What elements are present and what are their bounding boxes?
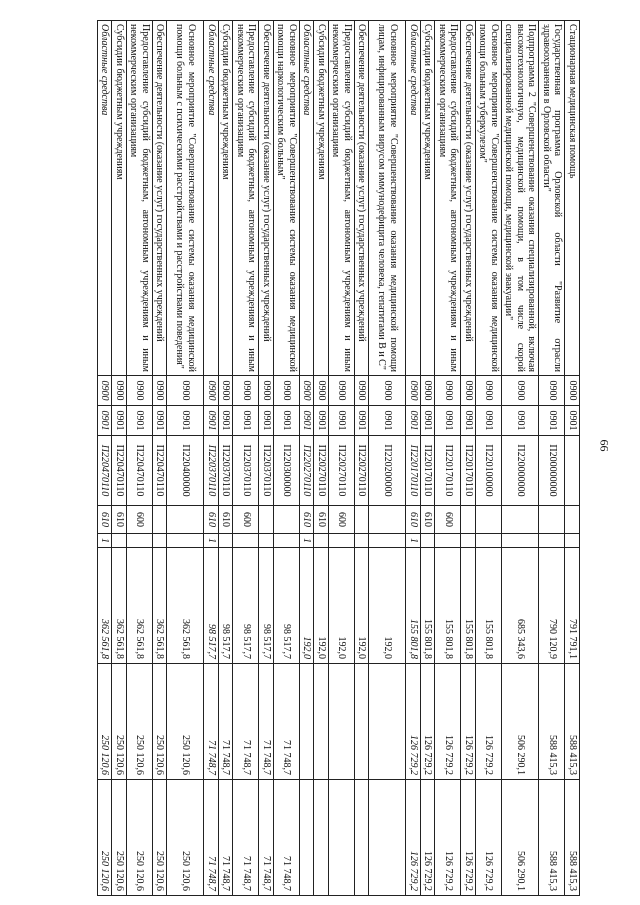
table-row bbox=[539, 21, 565, 896]
row-name-cell: Субсидии бюджетным учреждениям bbox=[314, 21, 329, 376]
table-row bbox=[369, 21, 406, 896]
target-article-cell: П220170110 bbox=[435, 436, 461, 506]
section-code-cell: 0901 bbox=[219, 406, 234, 436]
target-article-cell bbox=[565, 436, 580, 506]
target-article-cell: П220270110 bbox=[355, 436, 370, 506]
amount-year3-cell: 71 748,7 bbox=[259, 780, 274, 896]
expense-type-cell bbox=[167, 506, 204, 534]
note-cell bbox=[565, 534, 580, 548]
note-cell bbox=[502, 534, 540, 548]
note-cell bbox=[421, 534, 436, 548]
amount-year3-cell: 71 748,7 bbox=[219, 780, 234, 896]
amount-year3-cell: 250 120,6 bbox=[127, 780, 153, 896]
target-article-cell: П220100000 bbox=[476, 436, 502, 506]
amount-year3-cell: 126 729,2 bbox=[476, 780, 502, 896]
table-row bbox=[219, 21, 234, 896]
table-body bbox=[98, 21, 580, 896]
section-code-cell: 0901 bbox=[274, 406, 300, 436]
amount-year1-cell: 192,0 bbox=[314, 548, 329, 664]
row-name-cell: Субсидии бюджетным учреждениям bbox=[112, 21, 127, 376]
target-article-cell: П220000000 bbox=[502, 436, 540, 506]
amount-year2-cell: 250 120,6 bbox=[167, 664, 204, 780]
amount-year2-cell: 506 290,1 bbox=[502, 664, 540, 780]
amount-year1-cell: 155 801,8 bbox=[406, 548, 421, 664]
amount-year3-cell: 71 748,7 bbox=[233, 780, 259, 896]
ved-code-cell: 0900 bbox=[565, 376, 580, 406]
target-article-cell: П220470110 bbox=[127, 436, 153, 506]
target-article-cell: П220270110 bbox=[300, 436, 315, 506]
expense-type-cell: 610 bbox=[204, 506, 219, 534]
expense-type-cell: 610 bbox=[112, 506, 127, 534]
amount-year2-cell: 71 748,7 bbox=[219, 664, 234, 780]
ved-code-cell: 0900 bbox=[153, 376, 168, 406]
expense-type-cell bbox=[461, 506, 476, 534]
note-cell bbox=[259, 534, 274, 548]
note-cell bbox=[167, 534, 204, 548]
expense-type-cell: 600 bbox=[329, 506, 355, 534]
row-name-cell: Стационарная медицинская помощь bbox=[565, 21, 580, 376]
amount-year1-cell: 362 561,8 bbox=[167, 548, 204, 664]
amount-year1-cell: 98 517,7 bbox=[219, 548, 234, 664]
section-code-cell: 0901 bbox=[421, 406, 436, 436]
amount-year3-cell: 126 729,2 bbox=[461, 780, 476, 896]
section-code-cell: 0901 bbox=[565, 406, 580, 436]
amount-year2-cell: 71 748,7 bbox=[259, 664, 274, 780]
amount-year3-cell: 250 120,6 bbox=[167, 780, 204, 896]
expense-type-cell bbox=[565, 506, 580, 534]
amount-year3-cell bbox=[355, 780, 370, 896]
target-article-cell: П220200000 bbox=[369, 436, 406, 506]
note-cell bbox=[153, 534, 168, 548]
amount-year2-cell: 250 120,6 bbox=[112, 664, 127, 780]
amount-year1-cell: 362 561,8 bbox=[127, 548, 153, 664]
target-article-cell: П220370110 bbox=[259, 436, 274, 506]
expense-type-cell: 610 bbox=[421, 506, 436, 534]
target-article-cell: П220370110 bbox=[219, 436, 234, 506]
amount-year2-cell: 588 415,3 bbox=[539, 664, 565, 780]
section-code-cell: 0901 bbox=[233, 406, 259, 436]
section-code-cell: 0901 bbox=[167, 406, 204, 436]
section-code-cell: 0901 bbox=[259, 406, 274, 436]
amount-year2-cell: 588 415,3 bbox=[565, 664, 580, 780]
amount-year2-cell: 126 729,2 bbox=[476, 664, 502, 780]
note-cell bbox=[127, 534, 153, 548]
row-name-cell: Областные средства bbox=[300, 21, 315, 376]
section-code-cell: 0901 bbox=[314, 406, 329, 436]
amount-year3-cell bbox=[369, 780, 406, 896]
row-name-cell: Предоставление субсидий бюджетным, автономным учреждениям и иным некоммерческим организациям bbox=[329, 21, 355, 376]
table-row bbox=[435, 21, 461, 896]
expense-type-cell bbox=[274, 506, 300, 534]
amount-year2-cell: 126 729,2 bbox=[435, 664, 461, 780]
note-cell bbox=[435, 534, 461, 548]
amount-year3-cell bbox=[300, 780, 315, 896]
ved-code-cell: 0900 bbox=[314, 376, 329, 406]
amount-year2-cell bbox=[314, 664, 329, 780]
row-name-cell: Областные средства bbox=[204, 21, 219, 376]
ved-code-cell: 0900 bbox=[233, 376, 259, 406]
ved-code-cell: 0900 bbox=[219, 376, 234, 406]
target-article-cell: П200000000 bbox=[539, 436, 565, 506]
row-name-cell: Обеспечение деятельности (оказание услуг) государственных учреждений bbox=[461, 21, 476, 376]
amount-year1-cell: 192,0 bbox=[329, 548, 355, 664]
ved-code-cell: 0900 bbox=[355, 376, 370, 406]
amount-year1-cell: 98 517,7 bbox=[274, 548, 300, 664]
amount-year2-cell bbox=[369, 664, 406, 780]
target-article-cell: П220300000 bbox=[274, 436, 300, 506]
expense-type-cell: 600 bbox=[233, 506, 259, 534]
target-article-cell: П220470110 bbox=[98, 436, 113, 506]
note-cell bbox=[314, 534, 329, 548]
target-article-cell: П220170110 bbox=[406, 436, 421, 506]
budget-table-wrapper bbox=[75, 20, 580, 895]
note-cell bbox=[329, 534, 355, 548]
row-name-cell: Основное мероприятие "Совершенствование оказания медицинской помощи лицам, инфицированным вирусом иммунодефицита человека, гепатитами В и С" bbox=[369, 21, 406, 376]
amount-year3-cell: 250 120,6 bbox=[153, 780, 168, 896]
table-row bbox=[461, 21, 476, 896]
amount-year1-cell: 791 791,1 bbox=[565, 548, 580, 664]
amount-year2-cell: 71 748,7 bbox=[233, 664, 259, 780]
amount-year1-cell: 362 561,8 bbox=[112, 548, 127, 664]
amount-year1-cell: 155 801,8 bbox=[435, 548, 461, 664]
target-article-cell: П220270110 bbox=[314, 436, 329, 506]
ved-code-cell: 0900 bbox=[127, 376, 153, 406]
note-cell: 1 bbox=[98, 534, 113, 548]
ved-code-cell: 0900 bbox=[112, 376, 127, 406]
ved-code-cell: 0900 bbox=[204, 376, 219, 406]
ved-code-cell: 0900 bbox=[461, 376, 476, 406]
section-code-cell: 0901 bbox=[539, 406, 565, 436]
expense-type-cell: 610 bbox=[406, 506, 421, 534]
ved-code-cell: 0900 bbox=[369, 376, 406, 406]
target-article-cell: П220370110 bbox=[233, 436, 259, 506]
note-cell bbox=[233, 534, 259, 548]
row-name-cell: Государственная программа Орловской области "Развитие отрасли здравоохранения в Орловской области" bbox=[539, 21, 565, 376]
section-code-cell: 0901 bbox=[98, 406, 113, 436]
row-name-cell: Основное мероприятие "Совершенствование системы оказания медицинской помощи больным туберкулезом" bbox=[476, 21, 502, 376]
expense-type-cell bbox=[476, 506, 502, 534]
row-name-cell: Предоставление субсидий бюджетным, автономным учреждениям и иным некоммерческим организациям bbox=[233, 21, 259, 376]
target-article-cell: П220470110 bbox=[153, 436, 168, 506]
section-code-cell: 0901 bbox=[502, 406, 540, 436]
amount-year1-cell: 98 517,7 bbox=[233, 548, 259, 664]
page-content bbox=[75, 20, 580, 895]
amount-year3-cell bbox=[314, 780, 329, 896]
note-cell: 1 bbox=[204, 534, 219, 548]
table-row bbox=[476, 21, 502, 896]
ved-code-cell: 0900 bbox=[98, 376, 113, 406]
section-code-cell: 0901 bbox=[329, 406, 355, 436]
amount-year3-cell: 71 748,7 bbox=[274, 780, 300, 896]
amount-year1-cell: 192,0 bbox=[369, 548, 406, 664]
page-number: 66 bbox=[597, 439, 612, 452]
row-name-cell: Подпрограмма 2 "Совершенствование оказания специализированной, включая высокотехнологичную, медицинской помощи, в том числе скорой специализированной медицинской помощи, медицинской эвакуации" bbox=[502, 21, 540, 376]
amount-year3-cell: 250 120,6 bbox=[112, 780, 127, 896]
ved-code-cell: 0900 bbox=[502, 376, 540, 406]
table-row bbox=[421, 21, 436, 896]
ved-code-cell: 0900 bbox=[539, 376, 565, 406]
amount-year1-cell: 155 801,8 bbox=[461, 548, 476, 664]
ved-code-cell: 0900 bbox=[329, 376, 355, 406]
note-cell bbox=[112, 534, 127, 548]
amount-year2-cell: 71 748,7 bbox=[274, 664, 300, 780]
expense-type-cell: 610 bbox=[219, 506, 234, 534]
amount-year2-cell: 250 120,6 bbox=[127, 664, 153, 780]
table-row bbox=[127, 21, 153, 896]
table-row bbox=[233, 21, 259, 896]
amount-year1-cell: 685 343,6 bbox=[502, 548, 540, 664]
section-code-cell: 0901 bbox=[127, 406, 153, 436]
table-row bbox=[565, 21, 580, 896]
ved-code-cell: 0900 bbox=[476, 376, 502, 406]
table-row bbox=[355, 21, 370, 896]
table-row bbox=[502, 21, 540, 896]
amount-year1-cell: 155 801,8 bbox=[421, 548, 436, 664]
amount-year2-cell bbox=[300, 664, 315, 780]
row-name-cell: Обеспечение деятельности (оказание услуг) государственных учреждений bbox=[355, 21, 370, 376]
table-row bbox=[98, 21, 113, 896]
section-code-cell: 0901 bbox=[355, 406, 370, 436]
section-code-cell: 0901 bbox=[461, 406, 476, 436]
note-cell bbox=[219, 534, 234, 548]
row-name-cell: Областные средства bbox=[98, 21, 113, 376]
row-name-cell: Основное мероприятие "Совершенствование системы оказания медицинской помощи больным с психическими расстройствами и расстройствами поведения" bbox=[167, 21, 204, 376]
note-cell bbox=[274, 534, 300, 548]
expense-type-cell: 600 bbox=[127, 506, 153, 534]
section-code-cell: 0901 bbox=[406, 406, 421, 436]
expense-type-cell: 600 bbox=[435, 506, 461, 534]
note-cell bbox=[539, 534, 565, 548]
target-article-cell: П220170110 bbox=[461, 436, 476, 506]
amount-year2-cell: 126 729,2 bbox=[421, 664, 436, 780]
amount-year2-cell: 126 729,2 bbox=[461, 664, 476, 780]
ved-code-cell: 0900 bbox=[167, 376, 204, 406]
expense-type-cell: 610 bbox=[300, 506, 315, 534]
amount-year2-cell bbox=[355, 664, 370, 780]
expense-type-cell: 610 bbox=[314, 506, 329, 534]
table-row bbox=[259, 21, 274, 896]
table-row bbox=[329, 21, 355, 896]
amount-year1-cell: 362 561,8 bbox=[98, 548, 113, 664]
table-row bbox=[314, 21, 329, 896]
ved-code-cell: 0900 bbox=[300, 376, 315, 406]
expense-type-cell bbox=[539, 506, 565, 534]
table-row bbox=[300, 21, 315, 896]
target-article-cell: П220400000 bbox=[167, 436, 204, 506]
row-name-cell: Предоставление субсидий бюджетным, автономным учреждениям и иным некоммерческим организациям bbox=[127, 21, 153, 376]
table-row bbox=[274, 21, 300, 896]
ved-code-cell: 0900 bbox=[259, 376, 274, 406]
amount-year2-cell: 126 729,2 bbox=[406, 664, 421, 780]
section-code-cell: 0901 bbox=[369, 406, 406, 436]
row-name-cell: Областные средства bbox=[406, 21, 421, 376]
row-name-cell: Обеспечение деятельности (оказание услуг) государственных учреждений bbox=[153, 21, 168, 376]
amount-year1-cell: 98 517,7 bbox=[259, 548, 274, 664]
table-row bbox=[112, 21, 127, 896]
amount-year1-cell: 362 561,8 bbox=[153, 548, 168, 664]
amount-year3-cell: 588 415,3 bbox=[539, 780, 565, 896]
amount-year1-cell: 98 517,7 bbox=[204, 548, 219, 664]
amount-year3-cell: 588 415,3 bbox=[565, 780, 580, 896]
expense-type-cell bbox=[502, 506, 540, 534]
expense-type-cell bbox=[153, 506, 168, 534]
section-code-cell: 0901 bbox=[476, 406, 502, 436]
note-cell bbox=[355, 534, 370, 548]
amount-year2-cell: 250 120,6 bbox=[153, 664, 168, 780]
row-name-cell: Предоставление субсидий бюджетным, автономным учреждениям и иным некоммерческим организациям bbox=[435, 21, 461, 376]
target-article-cell: П220270110 bbox=[329, 436, 355, 506]
row-name-cell: Основное мероприятие "Совершенствование системы оказания медицинской помощи наркологическим больным" bbox=[274, 21, 300, 376]
expense-type-cell bbox=[355, 506, 370, 534]
section-code-cell: 0901 bbox=[435, 406, 461, 436]
section-code-cell: 0901 bbox=[300, 406, 315, 436]
expense-type-cell bbox=[369, 506, 406, 534]
ved-code-cell: 0900 bbox=[406, 376, 421, 406]
section-code-cell: 0901 bbox=[204, 406, 219, 436]
amount-year2-cell: 71 748,7 bbox=[204, 664, 219, 780]
target-article-cell: П220370110 bbox=[204, 436, 219, 506]
section-code-cell: 0901 bbox=[112, 406, 127, 436]
note-cell bbox=[369, 534, 406, 548]
table-row bbox=[153, 21, 168, 896]
amount-year2-cell bbox=[329, 664, 355, 780]
target-article-cell: П220170110 bbox=[421, 436, 436, 506]
amount-year3-cell: 506 290,1 bbox=[502, 780, 540, 896]
target-article-cell: П220470110 bbox=[112, 436, 127, 506]
table-row bbox=[167, 21, 204, 896]
table-row bbox=[406, 21, 421, 896]
table-row bbox=[204, 21, 219, 896]
amount-year3-cell: 126 729,2 bbox=[406, 780, 421, 896]
note-cell bbox=[476, 534, 502, 548]
note-cell: 1 bbox=[406, 534, 421, 548]
ved-code-cell: 0900 bbox=[274, 376, 300, 406]
row-name-cell: Субсидии бюджетным учреждениям bbox=[421, 21, 436, 376]
note-cell: 1 bbox=[300, 534, 315, 548]
budget-table bbox=[97, 20, 580, 896]
amount-year3-cell bbox=[329, 780, 355, 896]
amount-year1-cell: 192,0 bbox=[300, 548, 315, 664]
amount-year3-cell: 250 120,6 bbox=[98, 780, 113, 896]
amount-year3-cell: 126 729,2 bbox=[421, 780, 436, 896]
ved-code-cell: 0900 bbox=[435, 376, 461, 406]
row-name-cell: Субсидии бюджетным учреждениям bbox=[219, 21, 234, 376]
amount-year3-cell: 71 748,7 bbox=[204, 780, 219, 896]
amount-year2-cell: 250 120,6 bbox=[98, 664, 113, 780]
amount-year1-cell: 192,0 bbox=[355, 548, 370, 664]
amount-year3-cell: 126 729,2 bbox=[435, 780, 461, 896]
expense-type-cell: 610 bbox=[98, 506, 113, 534]
ved-code-cell: 0900 bbox=[421, 376, 436, 406]
section-code-cell: 0901 bbox=[153, 406, 168, 436]
amount-year1-cell: 155 801,8 bbox=[476, 548, 502, 664]
note-cell bbox=[461, 534, 476, 548]
row-name-cell: Обеспечение деятельности (оказание услуг) государственных учреждений bbox=[259, 21, 274, 376]
expense-type-cell bbox=[259, 506, 274, 534]
amount-year1-cell: 790 120,9 bbox=[539, 548, 565, 664]
